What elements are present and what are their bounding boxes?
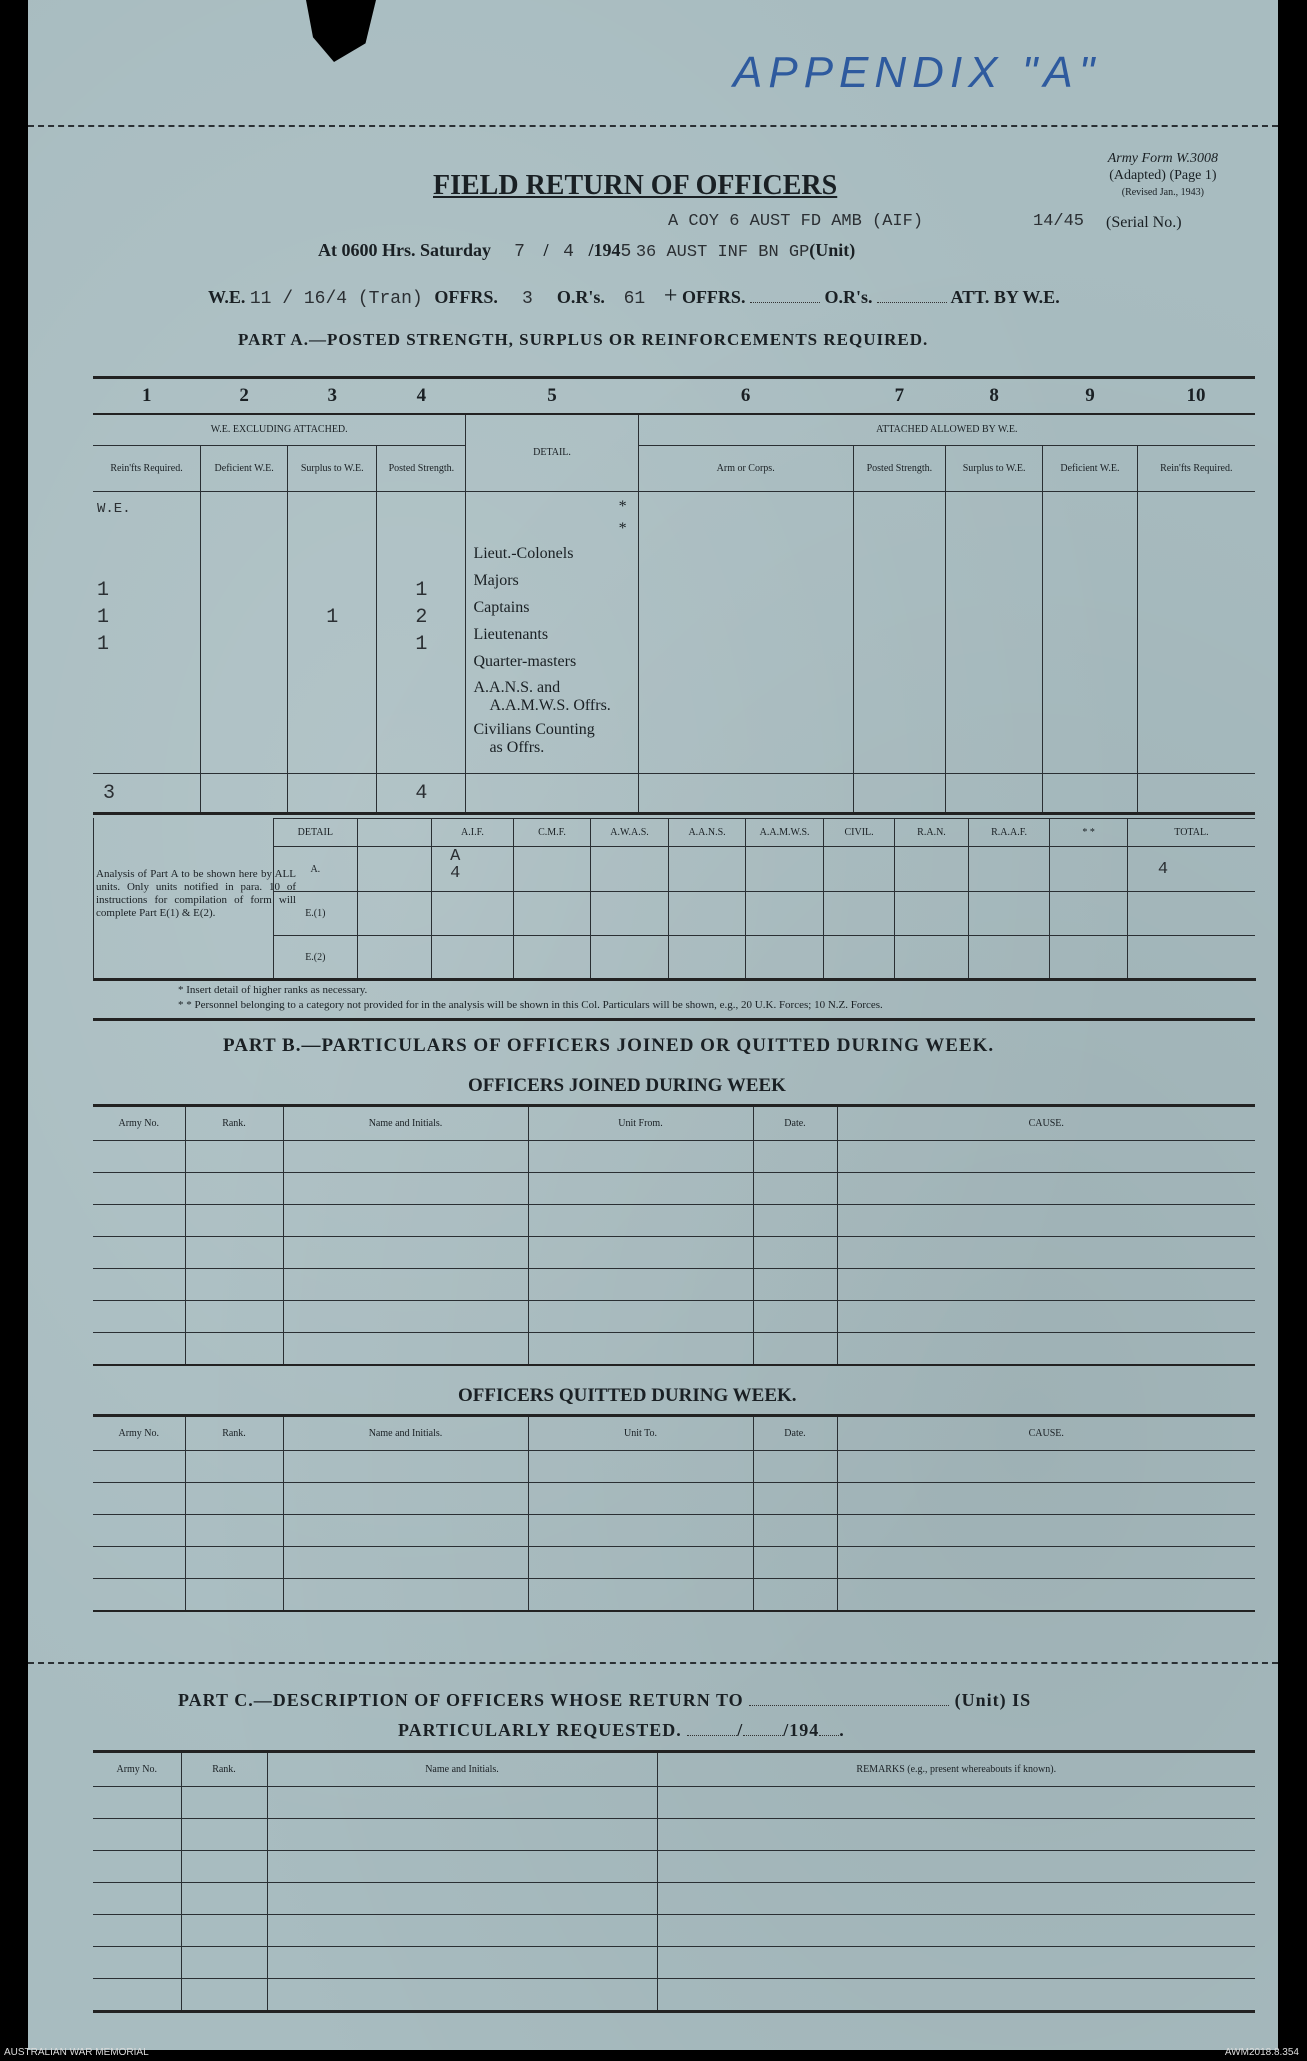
hdr-att-reinfts: Rein'fts Required. (1137, 446, 1255, 492)
hdr-deficient: Deficient W.E. (201, 446, 288, 492)
quitted-cell[interactable] (837, 1515, 1255, 1547)
part-c-cell[interactable] (657, 1819, 1255, 1851)
quitted-cell[interactable] (185, 1579, 283, 1612)
joined-cell[interactable] (837, 1237, 1255, 1269)
col-number-4: 4 (377, 378, 466, 414)
analysis-hdr-aamws: A.A.M.W.S. (746, 819, 824, 847)
joined-cell[interactable] (528, 1237, 753, 1269)
form-reference (1108, 150, 1218, 201)
analysis-hdr-civil: CIVIL. (823, 819, 894, 847)
joined-cell[interactable] (185, 1269, 283, 1301)
joined-cell[interactable] (283, 1269, 528, 1301)
quitted-title: OFFICERS QUITTED DURING WEEK. (458, 1385, 797, 1406)
quitted-cell[interactable] (93, 1547, 185, 1579)
part-c-month-blank[interactable] (743, 1735, 783, 1736)
col1-majors: 1 (97, 579, 110, 602)
col4-majors: 1 (415, 579, 428, 602)
part-c-cell[interactable] (267, 1851, 657, 1883)
quitted-hdr-name: Name and Initials. (283, 1416, 528, 1451)
joined-cell[interactable] (753, 1269, 837, 1301)
joined-cell[interactable] (185, 1301, 283, 1333)
analysis-hdr-cmf: C.M.F. (513, 819, 591, 847)
joined-cell[interactable] (753, 1301, 837, 1333)
part-c-unit-blank[interactable] (749, 1705, 949, 1706)
part-c-cell[interactable] (181, 1883, 267, 1915)
part-a-bottom-rule (93, 1018, 1255, 1021)
part-c-cell[interactable] (657, 1787, 1255, 1819)
part-c-title-b: (Unit) IS (954, 1690, 1032, 1710)
total-col9 (1043, 774, 1137, 814)
part-c-table (93, 1750, 1255, 2013)
part-c-cell[interactable] (657, 1979, 1255, 2012)
part-c-hdr-name: Name and Initials. (267, 1752, 657, 1787)
part-c-cell[interactable] (181, 1851, 267, 1883)
part-c-title-c: PARTICULARLY REQUESTED. (398, 1720, 682, 1740)
col-number-2: 2 (201, 378, 288, 414)
joined-cell[interactable] (283, 1333, 528, 1366)
footer-credit: AUSTRALIAN WAR MEMORIAL (4, 2047, 149, 2058)
joined-cell[interactable] (185, 1237, 283, 1269)
hdr-reinfts-required: Rein'fts Required. (93, 446, 201, 492)
hdr-arm-corps: Arm or Corps. (638, 446, 853, 492)
footnote-2: * * Personnel belonging to a category not provided for in the analysis will be shown in this Col. Particulars will be shown, e.g., 20 U.K. Forces; 10 N.Z. Forces. (178, 999, 883, 1011)
quitted-cell[interactable] (93, 1579, 185, 1612)
rank-captains: Captains (473, 599, 530, 616)
quitted-hdr-unit-to: Unit To. (528, 1416, 753, 1451)
part-c-cell[interactable] (93, 1851, 181, 1883)
part-c-cell[interactable] (267, 1883, 657, 1915)
joined-cell[interactable] (283, 1237, 528, 1269)
part-c-year: /194 (783, 1720, 820, 1740)
date-year-prefix: /194 (588, 240, 621, 260)
quitted-cell[interactable] (837, 1547, 1255, 1579)
we-mark: W.E. (97, 501, 131, 517)
total-col10 (1137, 774, 1255, 814)
form-ref-line1: Army Form W.3008 (1107, 151, 1218, 166)
detail-header: DETAIL. (466, 414, 638, 492)
quitted-cell[interactable] (528, 1579, 753, 1612)
joined-cell[interactable] (93, 1173, 185, 1205)
part-c-cell[interactable] (267, 1947, 657, 1979)
att-deficient-cell (1043, 492, 1137, 774)
serial-typed: 14/45 (1033, 212, 1085, 231)
part-a-table (93, 376, 1255, 815)
col-number-5: 5 (466, 378, 638, 414)
rank-aans: A.A.N.S. and (473, 679, 561, 696)
col-number-9: 9 (1043, 378, 1137, 414)
group-attached: ATTACHED ALLOWED BY W.E. (638, 414, 1255, 446)
date-prefix: At 0600 Hrs. Saturday (318, 240, 492, 260)
joined-cell[interactable] (528, 1173, 753, 1205)
part-c-cell[interactable] (657, 1915, 1255, 1947)
joined-hdr-date: Date. (753, 1106, 837, 1141)
rank-majors: Majors (473, 572, 519, 589)
we-line (208, 283, 1060, 310)
total-col1: 3 (93, 774, 201, 814)
joined-cell[interactable] (753, 1205, 837, 1237)
analysis-hdr-aans: A.A.N.S. (668, 819, 746, 847)
col3-captains: 1 (326, 606, 339, 629)
part-c-cell[interactable] (267, 1819, 657, 1851)
torn-edge (306, 0, 376, 62)
quitted-cell[interactable] (185, 1483, 283, 1515)
joined-cell[interactable] (93, 1333, 185, 1366)
quitted-hdr-rank: Rank. (185, 1416, 283, 1451)
total-col7 (853, 774, 945, 814)
col1-cell (93, 492, 201, 774)
col3-cell (288, 492, 377, 774)
ors2-blank[interactable] (877, 302, 947, 303)
offrs-value: 3 (521, 289, 533, 309)
quitted-cell[interactable] (753, 1515, 837, 1547)
serial-label: (Serial No.) (1106, 214, 1182, 231)
date-line: At 0600 Hrs. Saturday 7 / 4 /1945 36 AUST INF BN GP(Unit) (318, 240, 856, 262)
part-c-cell[interactable] (657, 1851, 1255, 1883)
joined-cell[interactable] (753, 1237, 837, 1269)
quitted-cell[interactable] (528, 1515, 753, 1547)
date-day: 7 (514, 242, 525, 262)
rank-civilians: Civilians Counting (473, 721, 595, 738)
col1-captains: 1 (97, 606, 110, 629)
quitted-cell[interactable] (753, 1579, 837, 1612)
col2-cell (201, 492, 288, 774)
total-col2 (201, 774, 288, 814)
footer-accession: AWM2018.8.354 (1224, 2047, 1299, 2058)
date-year-digit: 5 (620, 242, 632, 262)
part-c-cell[interactable] (657, 1883, 1255, 1915)
part-c-hdr-remarks: REMARKS (e.g., present whereabouts if known). (657, 1752, 1255, 1787)
perforation-bottom (28, 1662, 1278, 1664)
att-label: ATT. BY W.E. (950, 287, 1060, 307)
hdr-surplus: Surplus to W.E. (288, 446, 377, 492)
offrs2-blank[interactable] (750, 302, 820, 303)
quitted-cell[interactable] (185, 1515, 283, 1547)
col4-captains: 2 (415, 606, 428, 629)
joined-cell[interactable] (283, 1173, 528, 1205)
col-number-8: 8 (945, 378, 1042, 414)
analysis-hdr-aif: A.I.F. (432, 819, 514, 847)
col-number-6: 6 (638, 378, 853, 414)
att-surplus-cell (945, 492, 1042, 774)
total-col5 (466, 774, 638, 814)
total-col8 (945, 774, 1042, 814)
joined-cell[interactable] (528, 1269, 753, 1301)
form-ref-line2: (Adapted) (Page 1) (1109, 168, 1217, 183)
part-c-cell[interactable] (267, 1787, 657, 1819)
joined-cell[interactable] (753, 1333, 837, 1366)
perforation-top (28, 125, 1278, 127)
hdr-att-posted: Posted Strength. (853, 446, 945, 492)
we-value: 11 / 16/4 (Tran) (249, 289, 423, 309)
handwritten-appendix: APPENDIX "A" (733, 48, 1101, 97)
star-line-2: * (618, 520, 627, 537)
joined-cell[interactable] (185, 1141, 283, 1173)
quitted-cell[interactable] (283, 1483, 528, 1515)
analysis-hdr-awas: A.W.A.S. (591, 819, 669, 847)
joined-cell[interactable] (93, 1301, 185, 1333)
analysis-aif-value: 4 (450, 864, 461, 883)
quitted-hdr-date: Date. (753, 1416, 837, 1451)
plus-sign: + (663, 283, 678, 309)
part-c-cell[interactable] (267, 1979, 657, 2012)
col4-lieutenants: 1 (415, 633, 428, 656)
part-c-cell[interactable] (181, 1947, 267, 1979)
joined-cell[interactable] (283, 1141, 528, 1173)
part-c-cell[interactable] (181, 1979, 267, 2012)
quitted-cell[interactable] (283, 1547, 528, 1579)
analysis-hdr-other: * * (1050, 819, 1128, 847)
rank-lieutenants: Lieutenants (473, 626, 549, 643)
ors2-label: O.R's. (824, 287, 873, 307)
unit-typed: A COY 6 AUST FD AMB (AIF) (668, 212, 924, 231)
analysis-hdr-ran: R.A.N. (895, 819, 968, 847)
hdr-att-surplus: Surplus to W.E. (945, 446, 1042, 492)
analysis-row-e2: E.(2) (274, 936, 358, 980)
analysis-hdr-raaf: R.A.A.F. (968, 819, 1050, 847)
col1-lieutenants: 1 (97, 633, 110, 656)
analysis-row-e1: E.(1) (274, 892, 358, 936)
col4-cell (377, 492, 466, 774)
joined-cell[interactable] (528, 1301, 753, 1333)
offrs-label: OFFRS. (434, 287, 498, 307)
part-c-title-a: PART C.—DESCRIPTION OF OFFICERS WHOSE RETURN TO (178, 1690, 744, 1710)
part-c-title-line1 (178, 1690, 1031, 1711)
date-month: 4 (563, 242, 574, 262)
joined-title: OFFICERS JOINED DURING WEEK (468, 1075, 786, 1096)
part-c-cell[interactable] (93, 1819, 181, 1851)
part-c-cell[interactable] (93, 1915, 181, 1947)
quitted-cell[interactable] (753, 1483, 837, 1515)
joined-cell[interactable] (93, 1141, 185, 1173)
quitted-cell[interactable] (528, 1547, 753, 1579)
joined-cell[interactable] (93, 1237, 185, 1269)
analysis-frame (93, 818, 1256, 981)
rank-quarter-masters: Quarter-masters (473, 653, 577, 670)
quitted-cell[interactable] (283, 1515, 528, 1547)
joined-cell[interactable] (753, 1173, 837, 1205)
joined-hdr-unit-from: Unit From. (528, 1106, 753, 1141)
rank-aamws: A.A.M.W.S. Offrs. (489, 697, 611, 714)
date-unit-label: (Unit) (809, 240, 856, 260)
joined-cell[interactable] (93, 1205, 185, 1237)
col-number-7: 7 (853, 378, 945, 414)
quitted-cell[interactable] (753, 1451, 837, 1483)
quitted-cell[interactable] (528, 1483, 753, 1515)
hdr-att-deficient: Deficient W.E. (1043, 446, 1137, 492)
col-number-10: 10 (1137, 378, 1255, 414)
we-prefix: W.E. (208, 287, 246, 307)
quitted-cell[interactable] (837, 1451, 1255, 1483)
joined-hdr-name: Name and Initials. (283, 1106, 528, 1141)
att-posted-cell (853, 492, 945, 774)
ors-label: O.R's. (556, 287, 605, 307)
joined-cell[interactable] (837, 1141, 1255, 1173)
quitted-cell[interactable] (185, 1451, 283, 1483)
joined-cell[interactable] (753, 1141, 837, 1173)
analysis-note: Analysis of Part A to be shown here by ALL units. Only units notified in para. 10 of instructions for compilation of form will complete Part E(1) & E(2). (96, 868, 296, 919)
rank-as-offrs: as Offrs. (489, 739, 545, 756)
col-number-3: 3 (288, 378, 377, 414)
joined-cell[interactable] (185, 1333, 283, 1366)
joined-cell[interactable] (185, 1205, 283, 1237)
total-col4: 4 (377, 774, 466, 814)
quitted-cell[interactable] (528, 1451, 753, 1483)
quitted-cell[interactable] (837, 1579, 1255, 1612)
part-c-year-blank[interactable] (819, 1735, 839, 1736)
quitted-hdr-cause: CAUSE. (837, 1416, 1255, 1451)
quitted-cell[interactable] (283, 1451, 528, 1483)
ors-value: 61 (623, 289, 646, 309)
form-sheet (28, 0, 1278, 2050)
part-c-cell[interactable] (657, 1947, 1255, 1979)
analysis-hdr-total: TOTAL. (1127, 819, 1255, 847)
quitted-table (93, 1414, 1255, 1612)
total-col3 (288, 774, 377, 814)
detail-cell (466, 492, 638, 774)
col-number-1: 1 (93, 378, 201, 414)
analysis-row-a: A. (274, 847, 358, 892)
quitted-cell[interactable] (837, 1483, 1255, 1515)
rank-lieut-colonels: Lieut.-Colonels (473, 545, 574, 562)
joined-cell[interactable] (93, 1269, 185, 1301)
joined-cell[interactable] (283, 1301, 528, 1333)
joined-cell[interactable] (528, 1205, 753, 1237)
part-c-cell[interactable] (267, 1915, 657, 1947)
quitted-cell[interactable] (93, 1451, 185, 1483)
part-c-cell[interactable] (181, 1819, 267, 1851)
quitted-cell[interactable] (185, 1547, 283, 1579)
part-c-title-line2: PARTICULARLY REQUESTED. / /194 . (398, 1720, 845, 1740)
part-c-cell[interactable] (93, 1979, 181, 2012)
joined-cell[interactable] (837, 1205, 1255, 1237)
joined-cell[interactable] (528, 1141, 753, 1173)
total-col6 (638, 774, 853, 814)
footnote-1: * Insert detail of higher ranks as necessary. (178, 984, 368, 996)
star-line-1: * (618, 498, 627, 515)
quitted-cell[interactable] (93, 1483, 185, 1515)
form-ref-line3: (Revised Jan., 1943) (1121, 187, 1204, 198)
part-c-cell[interactable] (93, 1947, 181, 1979)
analysis-hdr-detail: DETAIL (274, 819, 358, 847)
joined-hdr-cause: CAUSE. (837, 1106, 1255, 1141)
page-title: FIELD RETURN OF OFFICERS (433, 170, 838, 201)
joined-cell[interactable] (837, 1301, 1255, 1333)
part-c-hdr-army-no: Army No. (93, 1752, 181, 1787)
quitted-cell[interactable] (753, 1547, 837, 1579)
analysis-a-total: 4 (1127, 847, 1255, 892)
offrs2-label: OFFRS. (681, 287, 746, 307)
quitted-hdr-army-no: Army No. (93, 1416, 185, 1451)
quitted-cell[interactable] (283, 1579, 528, 1612)
part-c-day-blank[interactable] (687, 1735, 737, 1736)
quitted-cell[interactable] (93, 1515, 185, 1547)
joined-cell[interactable] (837, 1173, 1255, 1205)
part-c-cell[interactable] (93, 1883, 181, 1915)
joined-table (93, 1104, 1255, 1366)
joined-cell[interactable] (283, 1205, 528, 1237)
analysis-aif-letter: A (450, 847, 461, 866)
part-c-hdr-rank: Rank. (181, 1752, 267, 1787)
part-c-cell[interactable] (181, 1915, 267, 1947)
arm-corps-cell (638, 492, 853, 774)
joined-hdr-army-no: Army No. (93, 1106, 185, 1141)
joined-hdr-rank: Rank. (185, 1106, 283, 1141)
joined-cell[interactable] (528, 1333, 753, 1366)
hdr-posted-strength: Posted Strength. (377, 446, 466, 492)
group-we-excluding: W.E. EXCLUDING ATTACHED. (93, 414, 466, 446)
part-c-cell[interactable] (181, 1787, 267, 1819)
part-b-title: PART B.—PARTICULARS OF OFFICERS JOINED OR QUITTED DURING WEEK. (223, 1035, 995, 1056)
att-reinfts-cell (1137, 492, 1255, 774)
joined-cell[interactable] (837, 1269, 1255, 1301)
joined-cell[interactable] (837, 1333, 1255, 1366)
part-a-title: PART A.—POSTED STRENGTH, SURPLUS OR REINFORCEMENTS REQUIRED. (238, 330, 929, 349)
date-unit-typed: 36 AUST INF BN GP (635, 243, 810, 262)
joined-cell[interactable] (185, 1173, 283, 1205)
part-c-cell[interactable] (93, 1787, 181, 1819)
